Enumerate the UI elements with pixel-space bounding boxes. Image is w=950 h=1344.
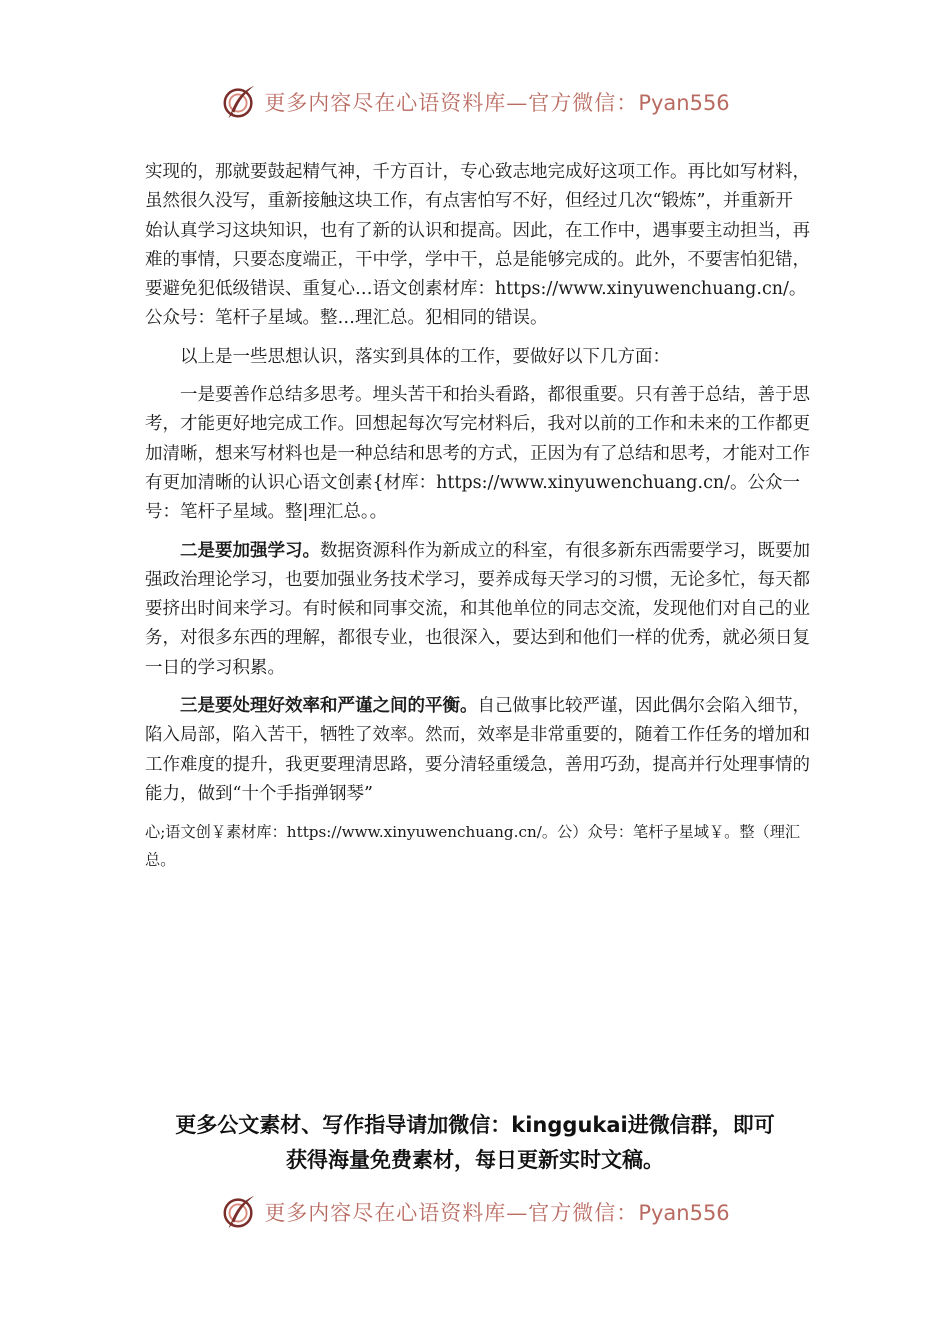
paragraph-5-heading: 三是要处理好效率和严谨之间的平衡。	[180, 696, 478, 717]
promo-block	[120, 1108, 830, 1178]
document-body	[145, 158, 810, 874]
paragraph-3: 一是要善作总结多思考。埋头苦干和抬头看路，都很重要。只有善于总结，善于思考，才能更好地完成工作。回想起每次写完材料后，我对以前的工作和未来的工作都更加清晰，想来写材料也是一种总结和思考的方式，正因为有了总结和思考，才能对工作有更加清晰的认识心语文创素{材库：https://www.xinyuwenchuang.cn/。公众一号：笔杆子星域。整|理汇总。。	[145, 385, 810, 523]
paragraph-5	[145, 692, 810, 809]
promo-line-2: 获得海量免费素材，每日更新实时文稿。	[286, 1148, 664, 1172]
wechat-id: Pyan556	[638, 1201, 730, 1225]
quill-logo-icon	[220, 83, 258, 121]
paragraph-4-heading: 二是要加强学习。	[180, 540, 320, 561]
paragraph-4	[145, 537, 810, 683]
header-banner	[0, 80, 950, 124]
paragraph-5-text: 自己做事比较严谨，因此偶尔会陷入细节，陷入局部，陷入苦干，牺牲了效率。然而，效率是非常重要的，随着工作任务的增加和工作难度的提升，我更要理清思路，要分清轻重缓急，善用巧劲，提高并行处理事情的能力，做到“十个手指弹钢琴”	[145, 696, 810, 804]
banner-text: 更多内容尽在心语资料库—官方微信：Pyan556	[264, 1201, 730, 1225]
promo-line-1: 更多公文素材、写作指导请加微信：kinggukai进微信群，即可	[175, 1113, 775, 1137]
quill-logo-icon	[220, 1193, 258, 1231]
banner-text: 更多内容尽在心语资料库—官方微信：Pyan556	[264, 91, 730, 115]
footer-banner	[0, 1190, 950, 1234]
paragraph-4-text: 数据资源科作为新成立的科室，有很多新东西需要学习，既要加强政治理论学习，也要加强业务技术学习，要养成每天学习的习惯，无论多忙，每天都要挤出时间来学习。有时候和同事交流，和其他单位的同志交流，发现他们对自己的业务，对很多东西的理解，都很专业，也很深入，要达到和他们一样的优秀，就必须日复一日的学习积累。	[145, 540, 810, 678]
paragraph-2: 以上是一些思想认识，落实到具体的工作，要做好以下几方面：	[180, 346, 670, 367]
paragraph-6: 心;语文创￥素材库：https://www.xinyuwenchuang.cn/。公）众号：笔杆子星域￥。整（理汇总。	[145, 823, 801, 870]
wechat-id: Pyan556	[638, 91, 730, 115]
paragraph-1: 实现的，那就要鼓起精气神，千方百计，专心致志地完成好这项工作。再比如写材料，虽然很久没写，重新接触这块工作，有点害怕写不好，但经过几次“锻炼”，并重新开始认真学习这块知识，也有了新的认识和提高。因此，在工作中，遇事要主动担当，再难的事情，只要态度端正，干中学，学中干，总是能够完成的。此外，不要害怕犯错，要避免犯低级错误、重复心…语文创素材库：https://www.xinyuwenchuang.cn/。公众号：笔杆子星域。整…理汇总。犯相同的错误。	[145, 162, 810, 329]
